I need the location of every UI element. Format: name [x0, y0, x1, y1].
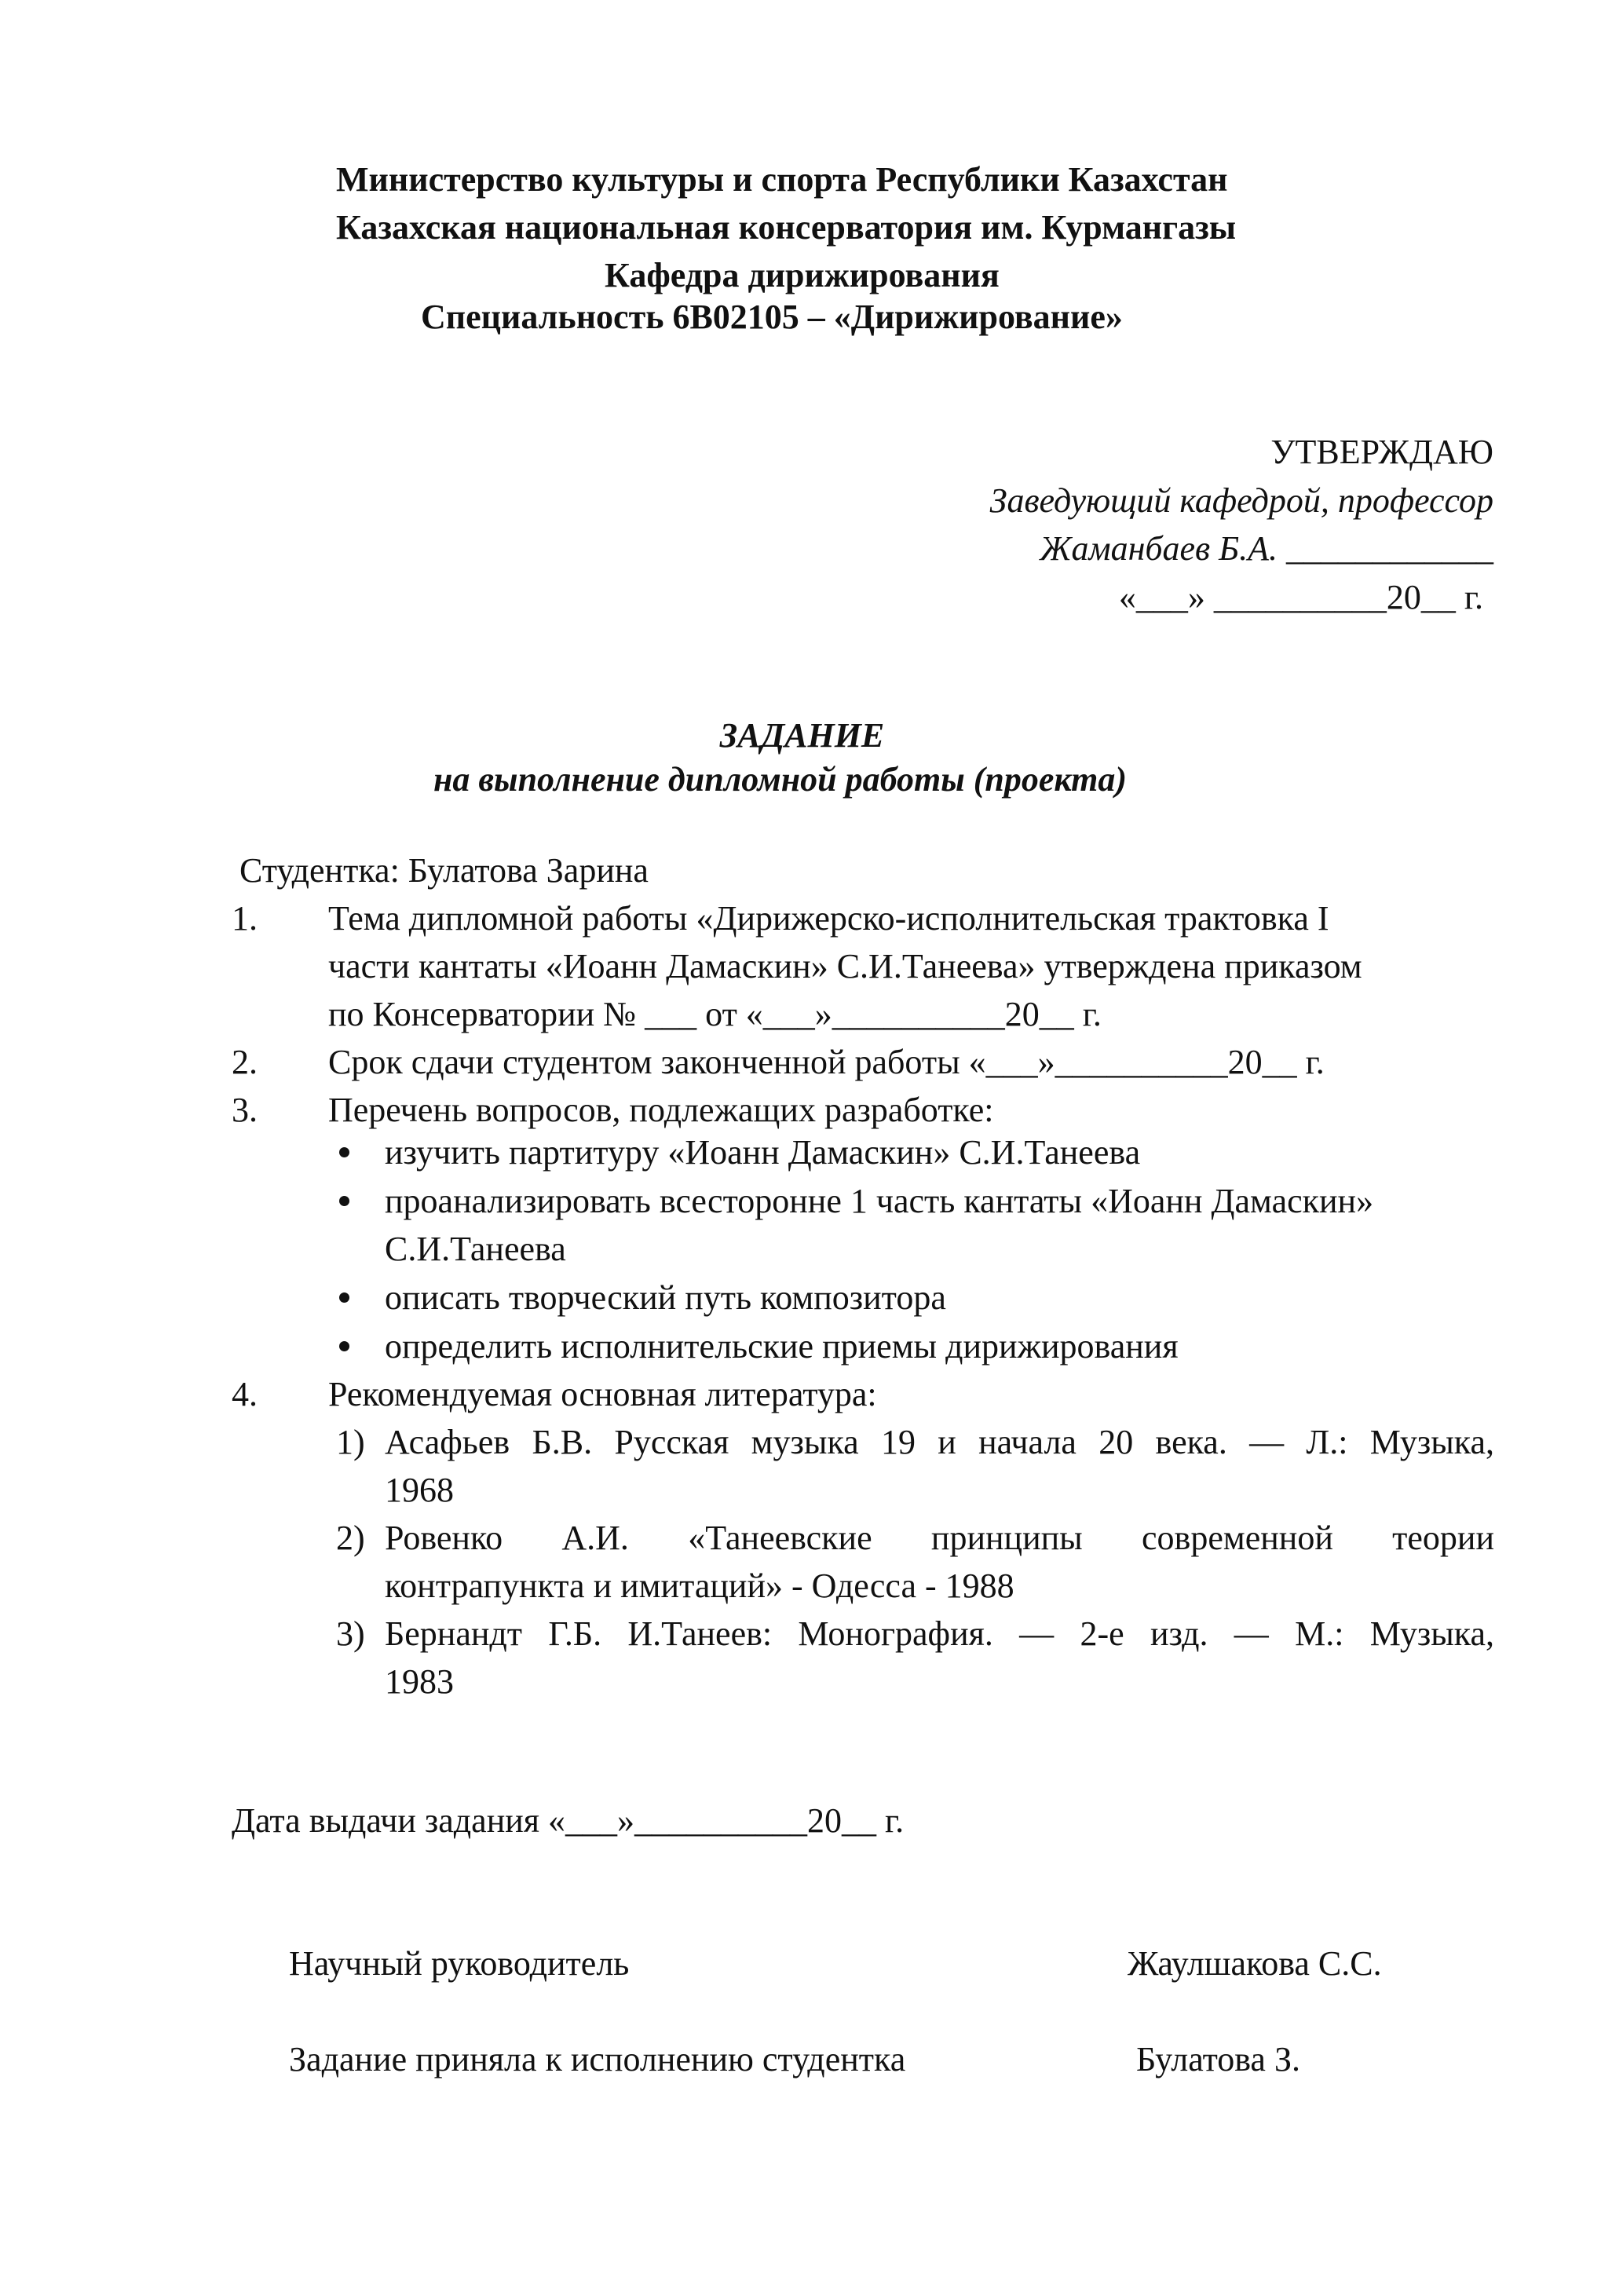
approval-date-line: «___» __________20__ г.	[1118, 578, 1483, 616]
item-number: 2.	[232, 1043, 258, 1081]
student-signature-name: Булатова З.	[1136, 2040, 1300, 2078]
literature-number: 1)	[336, 1423, 365, 1461]
literature-line: 1983	[385, 1662, 454, 1701]
bullet-text: проанализировать всесторонне 1 часть кантаты «Иоанн Дамаскин»	[385, 1182, 1374, 1220]
literature-number: 3)	[336, 1614, 365, 1653]
bullet-icon	[339, 1292, 349, 1303]
approve-label: УТВЕРЖДАЮ	[1270, 433, 1493, 471]
item-line: Срок сдачи студентом законченной работы «___»__________20__ г.	[328, 1043, 1325, 1081]
literature-line: контрапункта и имитаций» - Одесса - 1988	[385, 1567, 1014, 1605]
bullet-text: описать творческий путь композитора	[385, 1278, 946, 1317]
supervisor-label: Научный руководитель	[289, 1944, 630, 1983]
approver-name-line	[1040, 525, 1493, 573]
bullet-icon	[339, 1341, 349, 1351]
literature-number: 2)	[336, 1519, 365, 1557]
item-line: части кантаты «Иоанн Дамаскин» С.И.Танеева» утверждена приказом	[328, 947, 1362, 985]
literature-line: Бернандт Г.Б. И.Танеев: Монография. — 2-е изд. — М.: Музыка,	[385, 1614, 1494, 1653]
bullet-icon	[339, 1196, 349, 1206]
literature-line: Асафьев Б.В. Русская музыка 19 и начала 20 века. — Л.: Музыка,	[385, 1423, 1494, 1461]
item-line: по Консерватории № ___ от «___»__________20__ г.	[328, 995, 1102, 1033]
document-subtitle: на выполнение дипломной работы (проекта)	[433, 760, 1128, 799]
issue-date-line: Дата выдачи задания «___»__________20__ г.	[232, 1801, 905, 1840]
item-line: Рекомендуемая основная литература:	[328, 1375, 877, 1413]
student-acceptance-label: Задание приняла к исполнению студентка	[289, 2040, 906, 2078]
item-line: Перечень вопросов, подлежащих разработке:	[328, 1091, 994, 1129]
item-number: 3.	[232, 1091, 258, 1129]
item-number: 1.	[232, 899, 258, 938]
literature-line: Ровенко А.И. «Танеевские принципы современной теории	[385, 1519, 1494, 1557]
bullet-icon	[339, 1147, 349, 1157]
bullet-text: С.И.Танеева	[385, 1230, 566, 1268]
student-line: Студентка: Булатова Зарина	[239, 851, 649, 890]
approver-name: Жаманбаев Б.А. ____________	[1040, 529, 1493, 568]
document-title: ЗАДАНИЕ	[719, 716, 885, 755]
bullet-text: определить исполнительские приемы дирижирования	[385, 1327, 1179, 1366]
item-number: 4.	[232, 1375, 258, 1413]
literature-line: 1968	[385, 1471, 454, 1509]
item-line: Тема дипломной работы «Дирижерско-исполнительская трактовка I	[328, 899, 1329, 938]
supervisor-name: Жаулшакова С.С.	[1128, 1944, 1382, 1983]
approver-position: Заведующий кафедрой, профессор	[989, 481, 1493, 520]
bullet-text: изучить партитуру «Иоанн Дамаскин» С.И.Танеева	[385, 1133, 1141, 1172]
